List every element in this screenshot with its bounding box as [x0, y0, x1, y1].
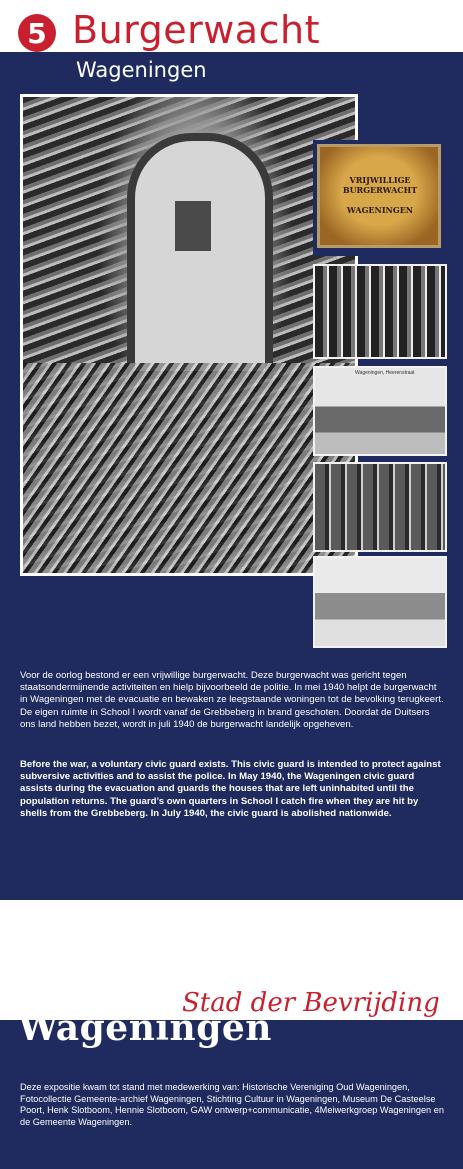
street-photo-caption: Wageningen, Heerenstraat — [355, 370, 415, 376]
dutch-description: Voor de oorlog bestond er een vrijwillige burgerwacht. Deze burgerwacht was gericht tegen staatsondermijnende activiteiten en hielp bijvoorbeeld de politie. In mei 1940 helpt de burgerwacht in Wageningen met de evacuatie en bewaken ze leegstaande woningen tot de bevolking terugkeert. De eigen ruimte in School I wordt vanaf de Grebbeberg in brand geschoten. Doordat de Duitsers ons land hebben bezet, wordt in juli 1940 de burgerwacht landelijk opgeheven. — [20, 670, 444, 730]
photo-parade — [313, 264, 447, 359]
section-number-badge: 5 — [18, 14, 56, 52]
page-subtitle: Wageningen — [76, 58, 207, 82]
photo-burned-school — [313, 462, 447, 552]
banner-text-top: VRIJWILLIGE BURGERWACHT — [342, 175, 418, 195]
credits-text: Deze expositie kwam tot stand met medewerking van: Historische Vereniging Oud Wageningen, Fotocollectie Gemeente-archief Wageningen, Stichting Cultuur in Wageningen, Museum De Casteelse Poort, Henk Slotboom, Hennie Slotboom, GAW ontwerp+communicatie, 4Meiwerkgroep Wageningen en de Gemeente Wageningen. — [20, 1082, 444, 1127]
arch-window — [175, 201, 211, 251]
banner-text-bottom: WAGENINGEN — [346, 205, 414, 215]
burgerwacht-banner — [317, 144, 441, 248]
english-description: Before the war, a voluntary civic guard exists. This civic guard is intended to protect against subversive activities and to assist the police. In May 1940, the Wageningen civic guard assists during the evacuation and guards the houses that are left uninhabited until the population returns. The guard’s own quarters in School I catch fire when they are hit by shells from the Grebbeberg. In July 1940, the civic guard is abolished nationwide. — [20, 759, 441, 819]
rubble-bicycles — [23, 363, 355, 573]
page-title: Burgerwacht — [72, 8, 320, 52]
main-photo-ruined-building — [20, 94, 358, 576]
photo-street — [313, 366, 447, 456]
photo-damaged-house — [313, 556, 447, 648]
arch-shape — [127, 133, 273, 379]
photo-flag — [313, 140, 447, 256]
wageningen-logo-text: Wageningen — [18, 1007, 272, 1049]
slogan: Stad der Bevrijding — [182, 988, 440, 1018]
